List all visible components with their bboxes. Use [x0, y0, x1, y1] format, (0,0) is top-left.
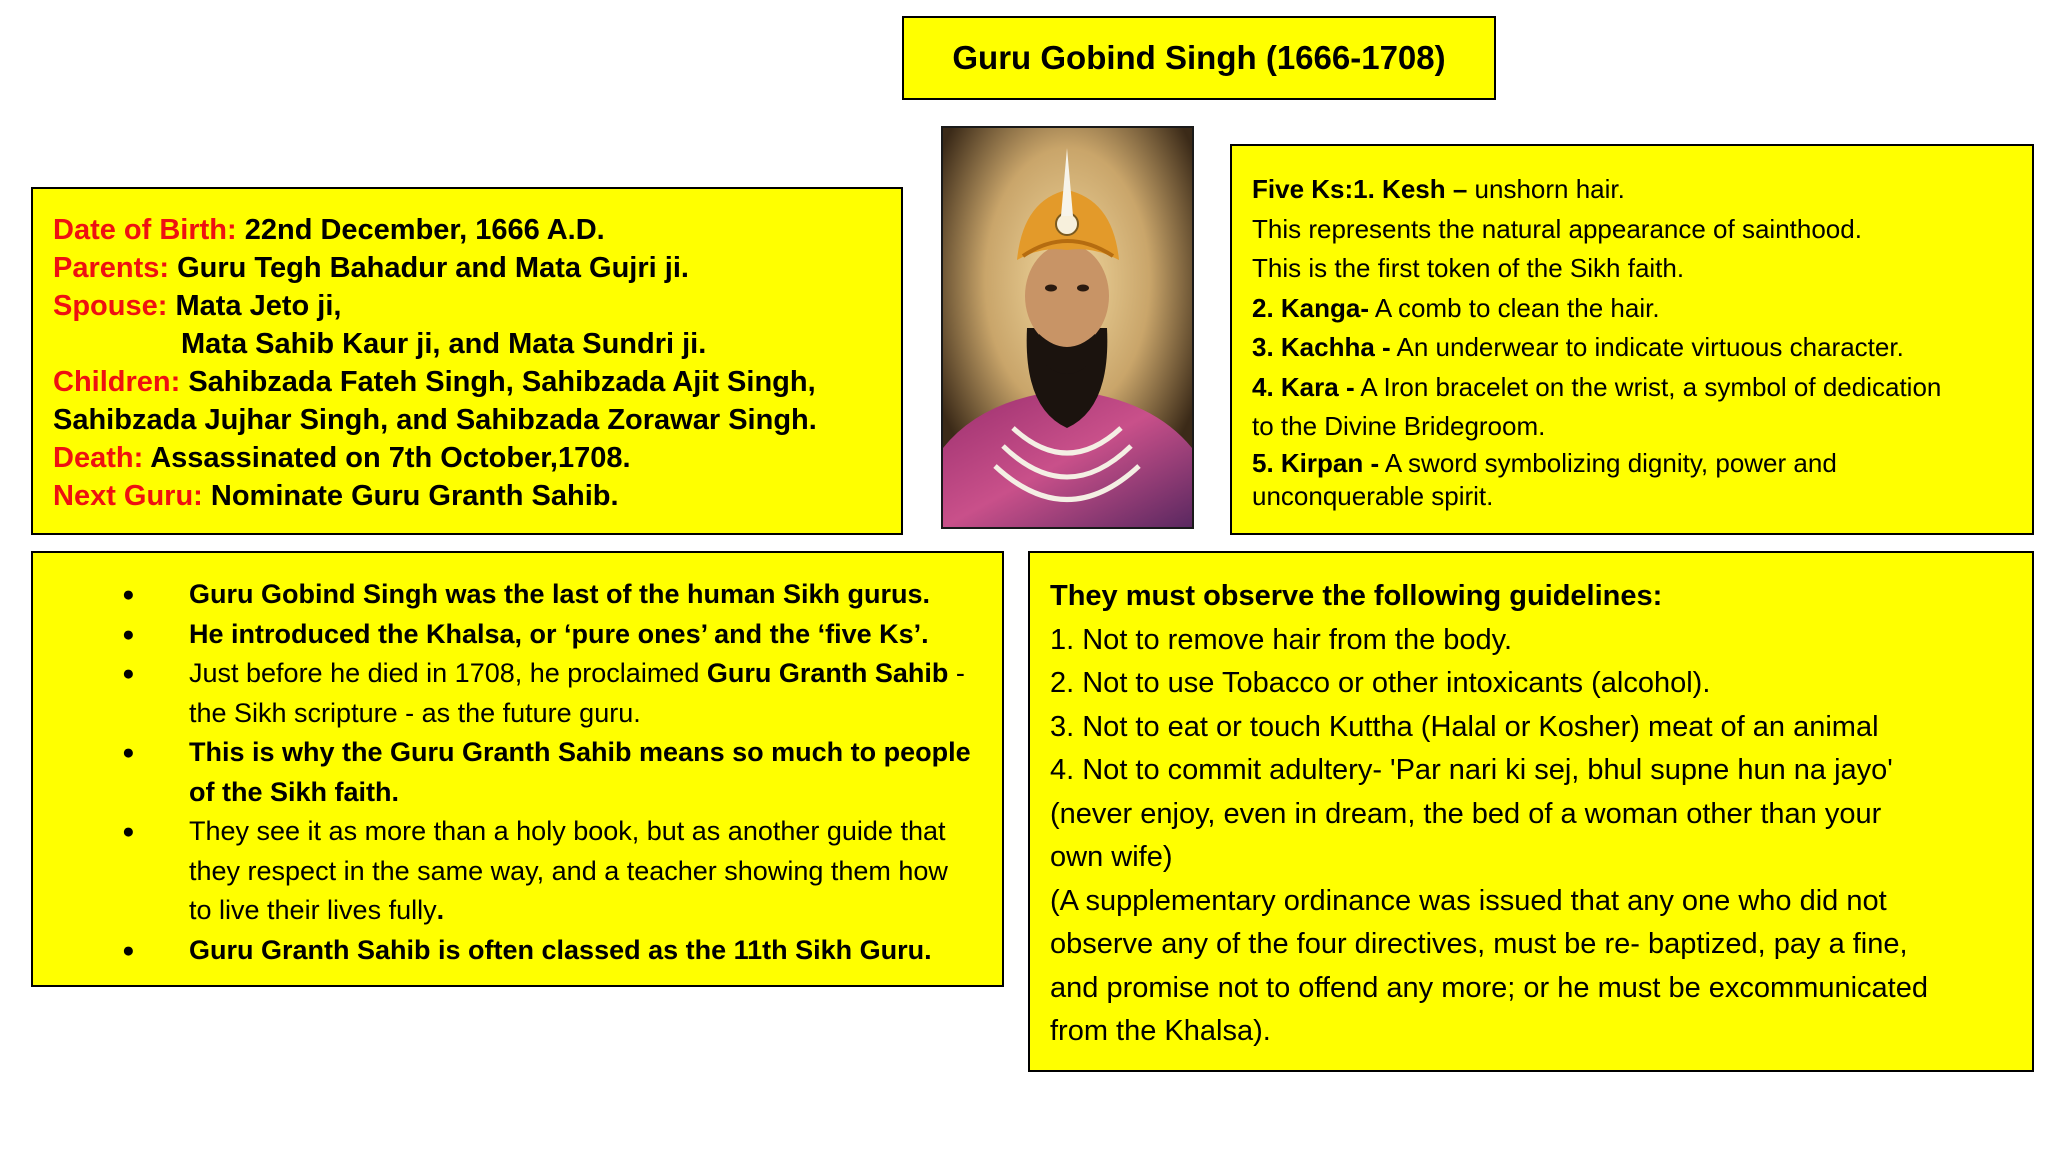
kesh-heading: Five Ks:1. Kesh – [1252, 174, 1468, 204]
dob-line [53, 211, 881, 249]
rule-4-line-2: (never enjoy, even in dream, the bed of a woman other than your [1050, 797, 1882, 830]
kara-text: A Iron bracelet on the wrist, a symbol of dedication [1354, 371, 1942, 402]
kesh-description-2: This is the first token of the Sikh faith. [1252, 253, 1685, 283]
biography-box [31, 187, 903, 535]
list-item [89, 575, 982, 615]
title-box [902, 16, 1496, 100]
list-item [89, 654, 982, 733]
guidelines-heading [1050, 575, 2012, 619]
dob-label: Date of Birth: [53, 214, 237, 246]
rule-1: 1. Not to remove hair from the body. [1050, 623, 1513, 656]
fact-5-part-c: to live their lives fully [189, 895, 437, 925]
ordinance-line-1: (A supplementary ordinance was issued that any one who did not [1050, 884, 1887, 917]
facts-list [89, 575, 982, 970]
guru-portrait [941, 126, 1194, 529]
list-item [89, 931, 982, 971]
fact-1: Guru Gobind Singh was the last of the human Sikh gurus. [189, 579, 931, 609]
rule-2: 2. Not to use Tobacco or other intoxicants (alcohol). [1050, 667, 1711, 699]
list-item [89, 615, 982, 655]
fact-4-part-a: This is why the Guru Granth Sahib means so much to people [189, 737, 971, 767]
kirpan-line [1252, 447, 2012, 480]
fact-4-part-b: of the Sikh faith. [189, 776, 400, 807]
spouse-line-2: Mata Sahib Kaur ji, and Mata Sundri ji. [181, 328, 707, 360]
spouse-label: Spouse: [53, 290, 168, 322]
fact-5-part-a: They see it as more than a holy book, but as another guide that [189, 816, 946, 846]
next-guru-line [53, 477, 881, 515]
kachha-heading: 3. Kachha - [1252, 332, 1391, 362]
kara-line [1252, 368, 2012, 408]
children-value: Sahibzada Fateh Singh, Sahibzada Ajit Singh, [180, 366, 816, 398]
dob-value: 22nd December, 1666 A.D. [236, 214, 605, 246]
kirpan-text: A sword symbolizing dignity, power and [1379, 447, 1837, 478]
kanga-heading: 2. Kanga- [1252, 292, 1370, 323]
five-ks-box [1230, 144, 2034, 535]
kesh-line [1252, 170, 2012, 210]
children-line [53, 363, 881, 401]
children-line-2: Sahibzada Jujhar Singh, and Sahibzada Zorawar Singh. [53, 404, 817, 436]
death-line [53, 439, 881, 477]
page-title: Guru Gobind Singh (1666-1708) [952, 39, 1446, 76]
kesh-description-1: This represents the natural appearance of sainthood. [1252, 213, 1862, 244]
children-label: Children: [53, 366, 181, 398]
ordinance-line-4: from the Khalsa). [1050, 1015, 1271, 1047]
next-guru-value: Nominate Guru Granth Sahib. [202, 480, 619, 512]
kanga-line [1252, 289, 2012, 329]
list-item [89, 733, 982, 812]
fact-3-part-d: the Sikh scripture - as the future guru. [189, 697, 641, 728]
kachha-text: An underwear to indicate virtuous character. [1390, 332, 1904, 362]
ordinance-line-3: and promise not to offend any more; or he must be excommunicated [1050, 971, 1929, 1004]
next-guru-label: Next Guru: [53, 480, 203, 512]
fact-2: He introduced the Khalsa, or ‘pure ones’ and the ‘five Ks’. [189, 618, 929, 649]
death-value: Assassinated on 7th October,1708. [143, 442, 631, 474]
portrait-illustration [943, 128, 1192, 527]
kirpan-heading: 5. Kirpan - [1252, 447, 1380, 478]
kachha-line [1252, 328, 2012, 368]
kara-line-2: to the Divine Bridegroom. [1252, 411, 1546, 441]
rule-4-line-3: own wife) [1050, 841, 1173, 873]
rule-4-line-1: 4. Not to commit adultery- 'Par nari ki sej, bhul supne hun na jayo' [1050, 754, 1893, 786]
kirpan-line-2: unconquerable spirit. [1252, 480, 1494, 511]
guidelines-box [1028, 551, 2034, 1072]
kara-heading: 4. Kara - [1252, 371, 1355, 402]
parents-value: Guru Tegh Bahadur and Mata Gujri ji. [169, 252, 689, 284]
fact-5-part-d: . [436, 895, 445, 925]
rule-3: 3. Not to eat or touch Kuttha (Halal or Kosher) meat of an animal [1050, 710, 1879, 743]
parents-label: Parents: [53, 252, 170, 284]
fact-6: Guru Granth Sahib is often classed as the 11th Sikh Guru. [189, 934, 932, 965]
kanga-text: A comb to clean the hair. [1369, 292, 1660, 323]
kesh-text: unshorn hair. [1467, 174, 1625, 204]
ordinance-line-2: observe any of the four directives, must be re- baptized, pay a fine, [1050, 928, 1908, 960]
parents-line [53, 249, 881, 287]
fact-5-part-b: they respect in the same way, and a teacher showing them how [189, 855, 948, 886]
death-label: Death: [53, 442, 144, 474]
guidelines-heading-text: They must observe the following guidelines: [1050, 580, 1663, 612]
fact-3-part-b: Guru Granth Sahib [706, 658, 949, 688]
fact-3-part-c: - [948, 658, 965, 688]
spouse-value: Mata Jeto ji, [167, 290, 342, 322]
spouse-line [53, 287, 881, 325]
facts-box [31, 551, 1004, 987]
fact-3-part-a: Just before he died in 1708, he proclaimed [189, 658, 707, 688]
list-item [89, 812, 982, 931]
